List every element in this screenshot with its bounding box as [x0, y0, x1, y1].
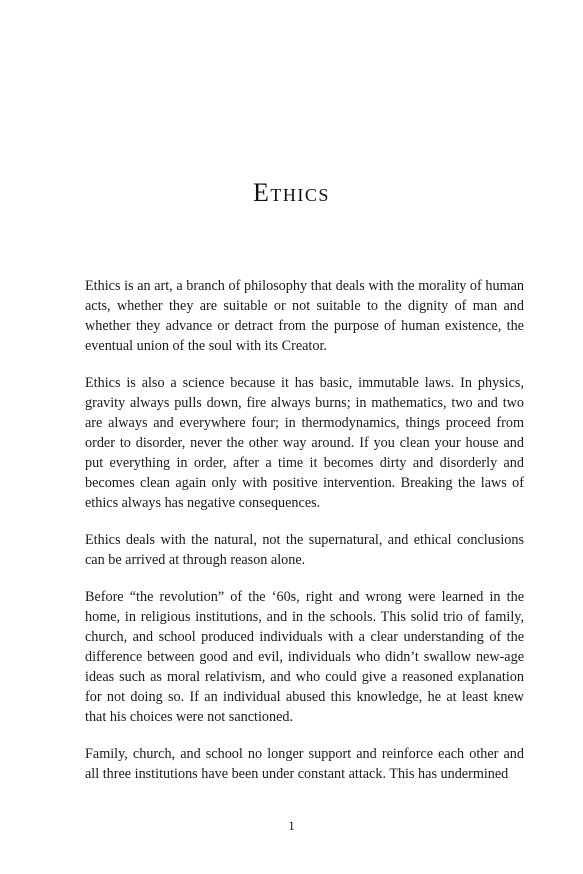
paragraph: Before “the revolution” of the ‘60s, right and wrong were learned in the home, in religious institutions, and in the schools. This solid trio of family, church, and school produced individuals with a clear understanding of the difference between good and evil, individuals who didn’t swallow new-age ideas such as moral relativism, and who could give a reasoned explanation for not doing so. If an individual abused this knowledge, he at least knew that his choices were not sanctioned. — [85, 589, 524, 725]
paragraph: Family, church, and school no longer support and reinforce each other and all three institutions have been under constant attack. This has undermined — [85, 746, 524, 782]
paragraph: Ethics deals with the natural, not the supernatural, and ethical conclusions can be arrived at through reason alone. — [85, 532, 524, 568]
paragraph: Ethics is also a science because it has basic, immutable laws. In physics, gravity always pulls down, fire always burns; in mathematics, two and two are always and everywhere four; in thermodynamics, things proceed from order to disorder, never the other way around. If you clean your house and put everything in order, after a time it becomes dirty and disorderly and becomes clean again only with positive intervention. Breaking the laws of ethics always has negative consequences. — [85, 375, 524, 511]
chapter-body — [85, 276, 524, 801]
paragraph: Ethics is an art, a branch of philosophy that deals with the morality of human acts, whether they are suitable or not suitable to the dignity of man and whether they advance or detract from the purpose of human existence, the eventual union of the soul with its Creator. — [85, 278, 524, 354]
page-number: 1 — [288, 818, 295, 833]
chapter-title: Ethics — [253, 178, 330, 207]
